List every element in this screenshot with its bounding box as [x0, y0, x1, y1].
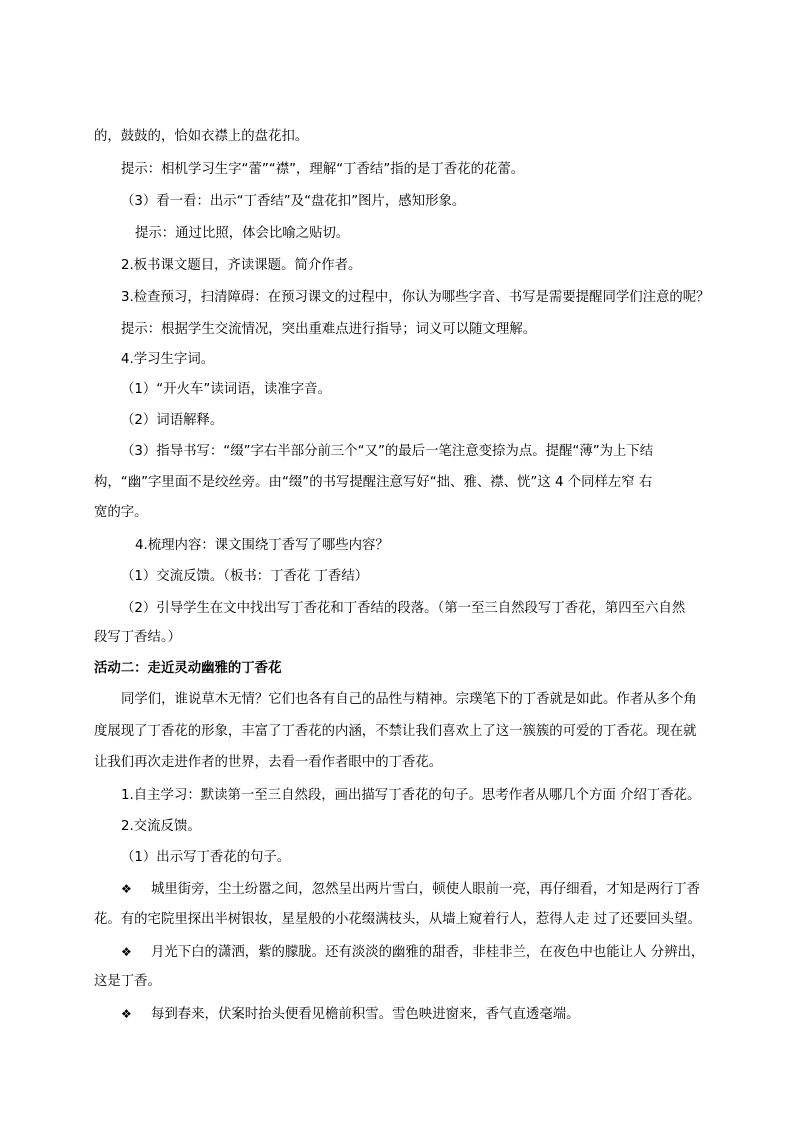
quote-line	[121, 1004, 580, 1025]
quote-text: 城里街旁，尘土纷嚣之间，忽然呈出两片雪白，顿使人眼前一亮，再仔细看，才知是两行丁香	[151, 882, 701, 897]
quote-line	[121, 942, 704, 963]
paragraph-line: 这是丁香。	[94, 974, 161, 989]
paragraph-line: 构，“幽”字里面不是绞丝旁。由“缀”的书写提醒注意写好“拙、雅、襟、恍”这 4 个同样左窄 右	[94, 475, 653, 490]
sub-step-line: （1）“开火车”读词语，读准字音。	[121, 382, 331, 397]
sub-step-line: （1）交流反馈。（板书：丁香花 丁香结）	[121, 569, 369, 584]
paragraph-line: 度展现了丁香花的形象，丰富了丁香花的内涵，不禁让我们喜欢上了这一簇簇的可爱的丁香花。现在就	[94, 724, 697, 739]
diamond-bullet-icon: ❖	[121, 1007, 132, 1021]
paragraph-line: 宽的字。	[94, 505, 148, 520]
paragraph-line: 同学们，谁说草木无情？它们也各有自己的品性与精神。宗璞笔下的丁香就是如此。作者从多个角	[121, 692, 697, 707]
step-line: 4.梳理内容：课文围绕丁香写了哪些内容？	[135, 538, 389, 553]
hint-line: 提示：根据学生交流情况，突出重难点进行指导；词义可以随文理解。	[121, 322, 537, 337]
diamond-bullet-icon: ❖	[121, 882, 132, 896]
hint-line: 提示：相机学习生字“蕾”“襟”，理解“丁香结”指的是丁香花的花蕾。	[121, 162, 525, 177]
quote-line	[121, 879, 700, 900]
step-line: （3）看一看：出示“丁香结”及“盘花扣”图片，感知形象。	[121, 194, 466, 209]
step-line: 2.交流反馈。	[121, 819, 201, 834]
sub-step-line: （2）词语解释。	[121, 413, 224, 428]
paragraph-line: 让我们再次走进作者的世界，去看一看作者眼中的丁香花。	[94, 755, 443, 770]
quote-text: 每到春来，伏案时抬头便看见檐前积雪。雪色映进窗来，香气直透毫端。	[151, 1007, 580, 1022]
paragraph-line: 花。有的宅院里探出半树银妆，星星般的小花缀满枝头，从墙上窥着行人，惹得人走 过了还要回头望。	[94, 912, 701, 927]
paragraph-line: 的，鼓鼓的，恰如衣襟上的盘花扣。	[94, 129, 309, 144]
step-line: 3.检查预习，扫清障碍：在预习课文的过程中，你认为哪些字音、书写是需要提醒同学们注意的呢？	[121, 290, 710, 305]
step-line: 2.板书课文题目，齐读课题。简介作者。	[121, 258, 362, 273]
step-line: 1.自主学习：默读第一至三自然段，画出描写丁香花的句子。思考作者从哪几个方面 介绍丁香花。	[121, 788, 701, 803]
paragraph-line: 段写丁香结。）	[94, 630, 182, 645]
hint-line: 提示：通过比照，体会比喻之贴切。	[135, 226, 350, 241]
sub-step-line: （2）引导学生在文中找出写丁香花和丁香结的段落。（第一至三自然段写丁香花，第四至六自然	[121, 601, 686, 616]
step-line: 4.学习生字词。	[121, 352, 215, 367]
sub-step-line: （3）指导书写：“缀”字右半部分前三个“又”的最后一笔注意变捺为点。提醒“薄”为上下结	[121, 444, 654, 459]
quote-text: 月光下白的潇洒，紫的朦胧。还有淡淡的幽雅的甜香，非桂非兰，在夜色中也能让人 分辨出，	[151, 945, 705, 960]
sub-step-line: （1）出示写丁香花的句子。	[121, 850, 291, 865]
section-heading: 活动二：走近灵动幽雅的丁香花	[94, 661, 282, 676]
diamond-bullet-icon: ❖	[121, 945, 132, 959]
